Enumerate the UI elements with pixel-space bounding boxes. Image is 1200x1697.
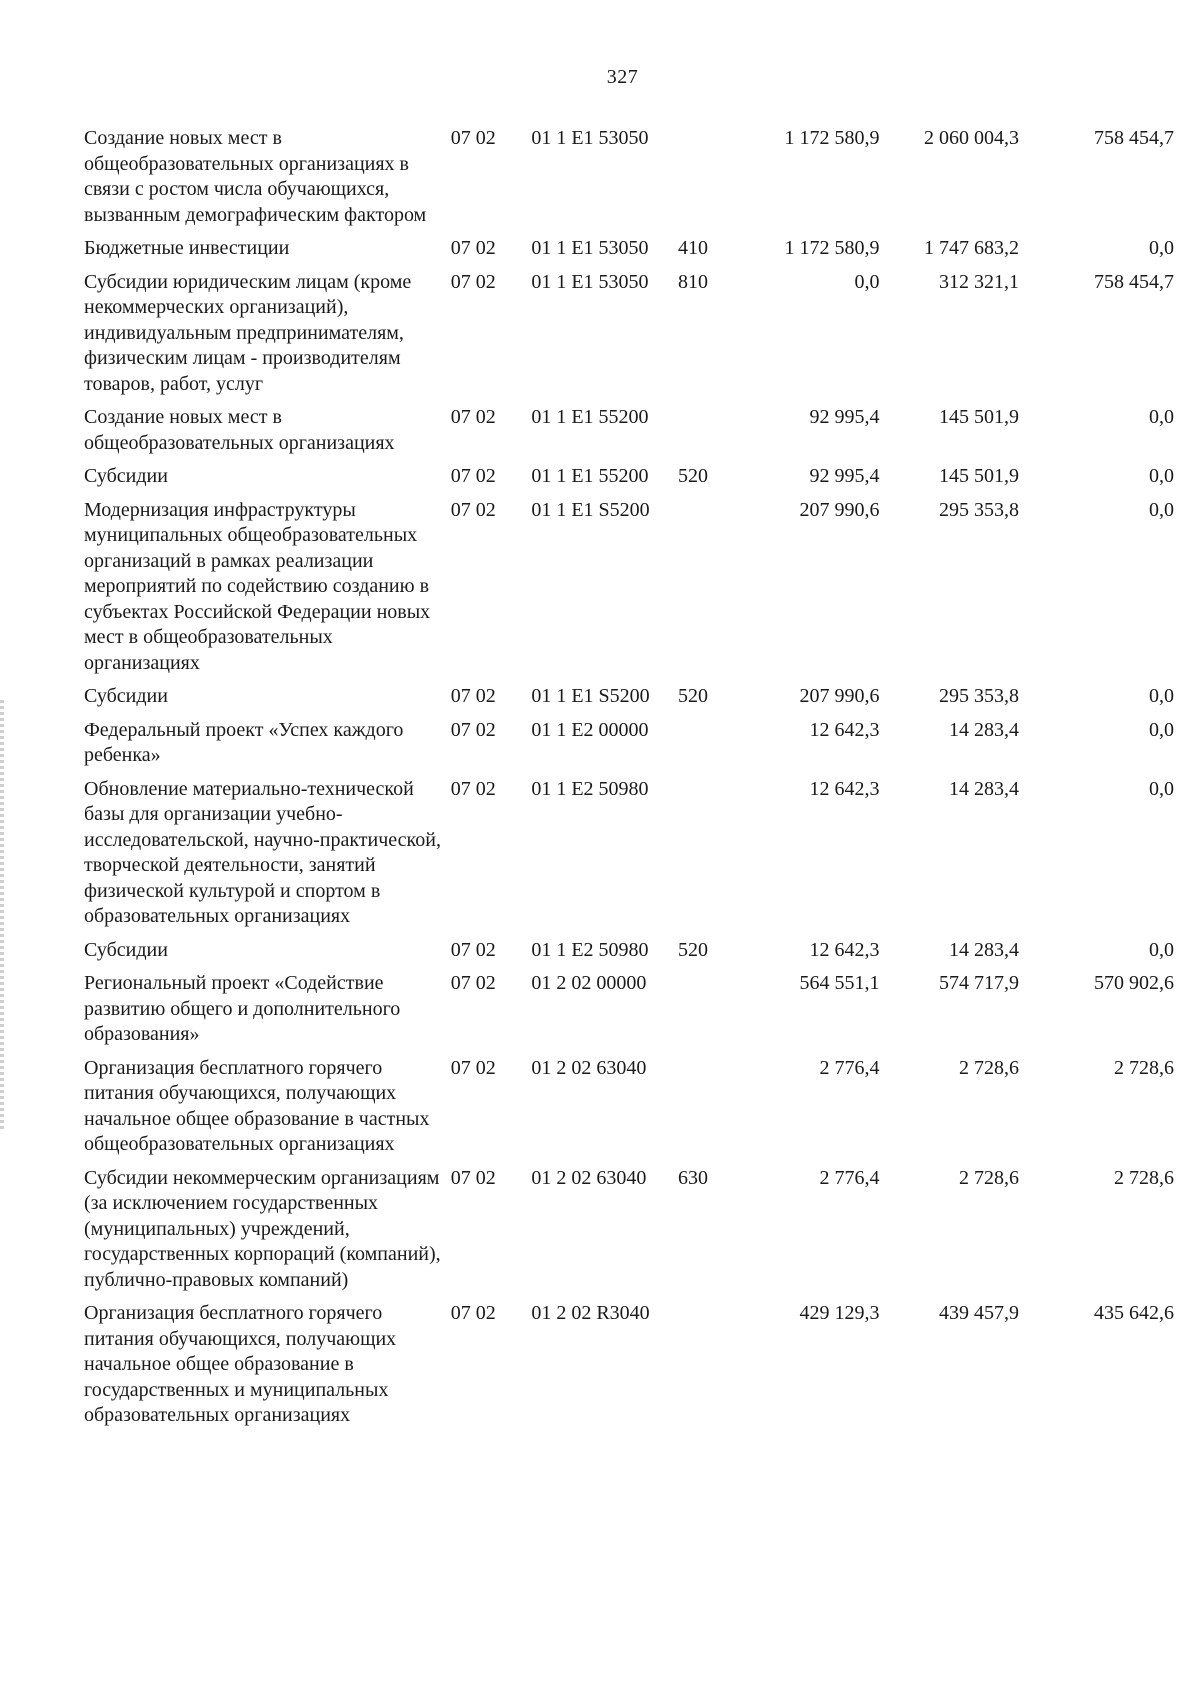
row-target-article: 01 2 02 00000 — [531, 972, 647, 994]
row-section: 07 02 — [450, 718, 496, 741]
budget-table — [84, 126, 1174, 1437]
table-row — [84, 1301, 1174, 1437]
row-name: Обновление материально-технической базы для организации учебно-исследовательской, научно-практической, творческой деятельности, занятий физической культурой и спортом в образовательных организациях — [84, 777, 441, 927]
row-target-article: 01 1 E1 55200 — [531, 465, 649, 487]
row-expense-type: 630 — [678, 1166, 709, 1189]
row-section: 07 02 — [450, 406, 496, 428]
row-expense-type — [678, 1301, 730, 1437]
row-expense-type — [678, 1056, 730, 1166]
row-amount-year-2: 2 060 004,3 — [923, 127, 1019, 149]
row-target-article: 01 1 E2 50980 — [531, 938, 649, 961]
row-amount-year-2: 2 728,6 — [958, 1166, 1019, 1189]
row-amount-year-3: 0,0 — [1149, 685, 1174, 707]
row-amount-year-1: 92 995,4 — [809, 406, 880, 428]
row-amount-year-2: 2 728,6 — [958, 1056, 1019, 1079]
row-expense-type — [678, 777, 730, 938]
row-amount-year-2: 439 457,9 — [938, 1302, 1019, 1324]
row-name: Субсидии юридическим лицам (кроме некоммерческих организаций), индивидуальным предпринимателям, физическим лицам - производителям товаров, работ, услуг — [84, 270, 412, 395]
row-name: Создание новых мест в общеобразовательных организациях в связи с ростом числа обучающихся, вызванным демографическим фактором — [84, 127, 427, 226]
row-target-article: 01 1 E1 53050 — [531, 270, 649, 293]
row-expense-type — [678, 718, 730, 777]
row-amount-year-2: 1 747 683,2 — [923, 237, 1019, 259]
row-amount-year-3: 0,0 — [1149, 237, 1174, 259]
row-section: 07 02 — [450, 685, 496, 707]
row-target-article: 01 1 E1 53050 — [531, 127, 649, 149]
row-section: 07 02 — [450, 938, 496, 961]
row-target-article: 01 1 E1 S5200 — [531, 498, 650, 521]
row-name: Субсидии — [84, 938, 168, 961]
row-name: Модернизация инфраструктуры муниципальных общеобразовательных организаций в рамках реализации мероприятий по содействию созданию в субъектах Российской Федерации новых мест в общеобразовательных организациях — [84, 498, 431, 674]
row-amount-year-2: 14 283,4 — [948, 777, 1019, 800]
row-amount-year-3: 2 728,6 — [1114, 1056, 1174, 1079]
row-expense-type: 520 — [678, 465, 709, 487]
budget-table-body — [84, 126, 1174, 1437]
row-amount-year-1: 92 995,4 — [809, 465, 880, 487]
row-section: 07 02 — [450, 1056, 496, 1079]
row-amount-year-1: 0,0 — [854, 270, 880, 293]
row-section: 07 02 — [450, 1302, 496, 1324]
row-target-article: 01 2 02 63040 — [531, 1056, 647, 1079]
row-amount-year-2: 14 283,4 — [948, 938, 1019, 961]
scan-edge-artifact — [0, 700, 4, 1130]
row-amount-year-3: 0,0 — [1149, 718, 1174, 741]
row-section: 07 02 — [450, 270, 496, 293]
row-expense-type — [678, 971, 730, 1056]
row-target-article: 01 1 E1 S5200 — [531, 685, 650, 707]
row-amount-year-1: 12 642,3 — [809, 777, 880, 800]
row-section: 07 02 — [450, 127, 496, 149]
table-row — [84, 684, 1174, 718]
row-amount-year-1: 2 776,4 — [819, 1166, 880, 1189]
row-amount-year-1: 1 172 580,9 — [784, 127, 880, 149]
row-amount-year-2: 14 283,4 — [948, 718, 1019, 741]
table-row — [84, 971, 1174, 1056]
row-amount-year-3: 0,0 — [1149, 777, 1174, 800]
row-name: Субсидии некоммерческим организациям (за исключением государственных (муниципальных) учреждений, государственных корпораций (компаний), публично-правовых компаний) — [84, 1166, 441, 1291]
row-amount-year-1: 1 172 580,9 — [784, 237, 880, 259]
row-target-article: 01 1 E1 53050 — [531, 237, 649, 259]
row-expense-type: 520 — [678, 938, 709, 961]
row-amount-year-3: 758 454,7 — [1094, 127, 1174, 149]
row-target-article: 01 1 E1 55200 — [531, 406, 649, 428]
row-section: 07 02 — [450, 237, 496, 259]
row-amount-year-3: 0,0 — [1149, 465, 1174, 487]
row-amount-year-2: 295 353,8 — [938, 685, 1019, 707]
table-row — [84, 498, 1174, 685]
row-name: Организация бесплатного горячего питания обучающихся, получающих начальное общее образование в частных общеобразовательных организациях — [84, 1056, 430, 1155]
row-amount-year-1: 12 642,3 — [809, 938, 880, 961]
row-expense-type: 410 — [678, 237, 709, 259]
row-target-article: 01 2 02 R3040 — [531, 1302, 650, 1324]
row-name: Федеральный проект «Успех каждого ребенка» — [84, 718, 404, 766]
row-section: 07 02 — [450, 777, 496, 800]
row-amount-year-3: 0,0 — [1149, 938, 1174, 961]
row-amount-year-1: 207 990,6 — [799, 498, 880, 521]
row-section: 07 02 — [450, 465, 496, 487]
row-section: 07 02 — [450, 1166, 496, 1189]
row-section: 07 02 — [450, 498, 496, 521]
row-expense-type — [678, 405, 730, 464]
row-amount-year-1: 2 776,4 — [819, 1056, 880, 1079]
row-amount-year-1: 12 642,3 — [809, 718, 880, 741]
row-amount-year-3: 2 728,6 — [1114, 1166, 1174, 1189]
table-row — [84, 718, 1174, 777]
row-amount-year-3: 0,0 — [1149, 406, 1174, 428]
row-section: 07 02 — [450, 972, 496, 994]
row-name: Бюджетные инвестиции — [84, 237, 290, 259]
row-amount-year-1: 207 990,6 — [799, 685, 880, 707]
row-amount-year-1: 564 551,1 — [799, 972, 880, 994]
row-name: Региональный проект «Содействие развитию общего и дополнительного образования» — [84, 972, 401, 1045]
page-number: 327 — [606, 66, 639, 88]
row-target-article: 01 1 E2 00000 — [531, 718, 649, 741]
row-name: Субсидии — [84, 465, 168, 487]
row-name: Организация бесплатного горячего питания обучающихся, получающих начальное общее образование в государственных и муниципальных образовательных организациях — [84, 1302, 397, 1426]
row-target-article: 01 1 E2 50980 — [531, 777, 649, 800]
table-row — [84, 464, 1174, 498]
table-row — [84, 236, 1174, 270]
row-amount-year-3: 570 902,6 — [1094, 972, 1174, 994]
row-amount-year-2: 145 501,9 — [938, 465, 1019, 487]
row-name: Субсидии — [84, 685, 168, 707]
table-row — [84, 405, 1174, 464]
row-amount-year-1: 429 129,3 — [799, 1302, 880, 1324]
row-amount-year-2: 574 717,9 — [938, 972, 1019, 994]
row-expense-type — [678, 498, 730, 685]
row-expense-type: 810 — [678, 270, 709, 293]
table-row — [84, 1166, 1174, 1302]
row-amount-year-3: 0,0 — [1149, 498, 1174, 521]
row-amount-year-3: 758 454,7 — [1094, 270, 1174, 293]
table-row — [84, 126, 1174, 236]
table-row — [84, 777, 1174, 938]
row-target-article: 01 2 02 63040 — [531, 1166, 647, 1189]
row-amount-year-2: 312 321,1 — [938, 270, 1019, 293]
table-row — [84, 1056, 1174, 1166]
row-amount-year-2: 295 353,8 — [938, 498, 1019, 521]
row-amount-year-3: 435 642,6 — [1094, 1302, 1174, 1324]
table-row — [84, 938, 1174, 972]
row-name: Создание новых мест в общеобразовательных организациях — [84, 406, 395, 454]
table-row — [84, 270, 1174, 406]
row-expense-type — [678, 126, 730, 236]
row-expense-type: 520 — [678, 685, 709, 707]
row-amount-year-2: 145 501,9 — [938, 406, 1019, 428]
